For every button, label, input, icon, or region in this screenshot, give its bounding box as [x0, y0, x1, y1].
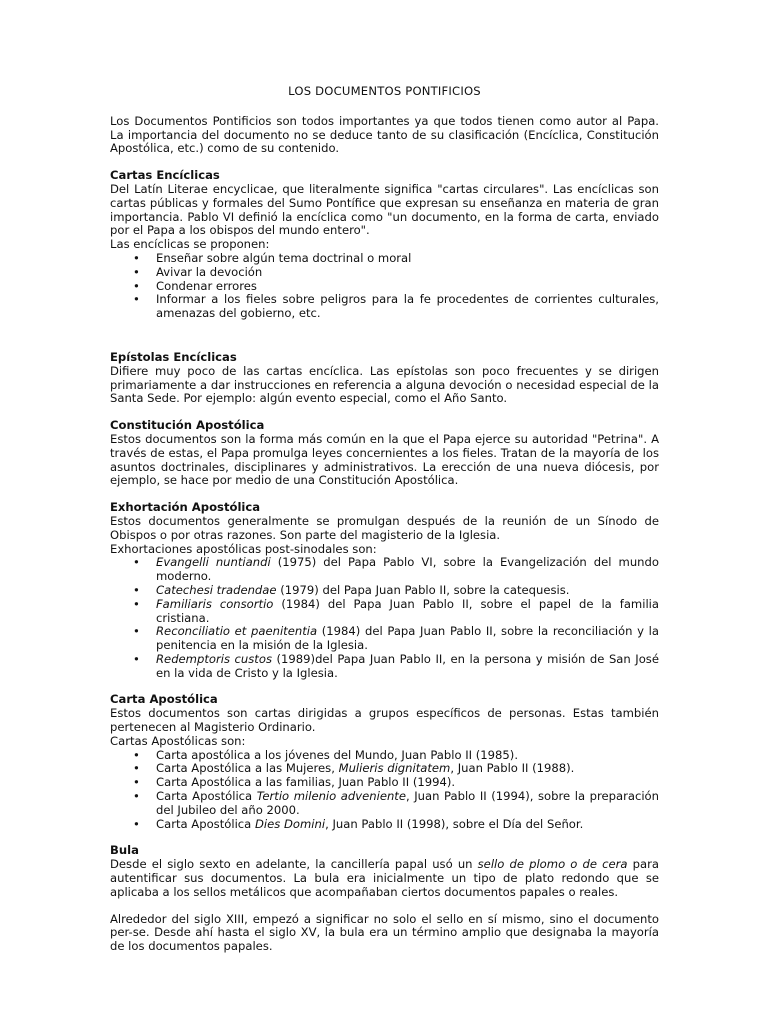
item-text: Carta apostólica a los jóvenes del Mundo, Juan Pablo II (1985). — [156, 747, 519, 762]
section-exhortacion-apostolica — [110, 501, 659, 680]
list-item — [156, 556, 659, 584]
item-text: , Juan Pablo II (1988). — [450, 761, 575, 776]
section-paragraph — [110, 858, 659, 899]
item-text: (1984) del Papa Juan Pablo II, sobre el papel de la familia cristiana. — [156, 596, 659, 625]
document-title-italic: Tertio milenio adveniente — [256, 789, 406, 804]
bullet-list — [110, 749, 659, 832]
section-heading: Bula — [110, 843, 139, 858]
list-intro: Exhortaciones apostólicas post-sinodales son: — [110, 541, 377, 556]
bullet-list — [110, 252, 659, 321]
paragraph-text: Desde el siglo sexto en adelante, la cancillería papal usó un — [110, 857, 478, 872]
section-heading: Epístolas Encíclicas — [110, 349, 237, 364]
document-title-italic: Catechesi tradendae — [156, 582, 277, 597]
list-item: • Enseñar sobre algún tema doctrinal o moral — [156, 252, 659, 266]
item-text: , Juan Pablo II (1998), sobre el Día del Señor. — [325, 816, 584, 831]
document-title: LOS DOCUMENTOS PONTIFICIOS — [288, 84, 481, 98]
list-item — [156, 762, 659, 776]
item-text: (1979) del Papa Juan Pablo II, sobre la catequesis. — [276, 582, 570, 597]
section-bula — [110, 844, 659, 954]
item-text: Carta Apostólica a las familias, Juan Pablo II (1994). — [156, 775, 456, 790]
paragraph-text: para autentificar sus documentos. La bula era inicialmente un tipo de plato redondo que se aplicaba a los sellos metálicos que acompañaban ciertos documentos papales o reales. — [110, 857, 659, 899]
list-item — [156, 625, 659, 653]
document-title-italic: Mulieris dignitatem — [338, 761, 451, 776]
section-paragraph: Estos documentos generalmente se promulgan después de la reunión de un Sínodo de Obispos o por otras razones. Son parte del magisterio de la Iglesia. — [110, 513, 659, 542]
list-item — [156, 584, 659, 598]
list-item: • Avivar la devoción — [156, 266, 659, 280]
list-item — [156, 749, 659, 763]
section-paragraph: Alrededor del siglo XIII, empezó a significar no solo el sello en sí mismo, sino el documento per-se. Desde ahí hasta el siglo XV, la bula era un término amplio que designaba la mayoría de los documentos papales. — [110, 911, 659, 954]
item-text: (1989)del Papa Juan Pablo II, en la persona y misión de San José en la vida de Cristo y la Iglesia. — [156, 651, 659, 680]
document-title-italic: Reconciliatio et paenitentia — [156, 624, 318, 639]
document-title-italic: Dies Domini — [254, 816, 326, 831]
list-item: • Condenar errores — [156, 280, 659, 294]
document-title-italic: Evangelli nuntiandi — [156, 555, 271, 570]
list-intro: Cartas Apostólicas son: — [110, 733, 246, 748]
list-item — [156, 818, 659, 832]
item-text: (1984) del Papa Juan Pablo II, sobre la reconciliación y la penitencia en la misión de la Iglesia. — [156, 624, 660, 653]
section-heading: Constitución Apostólica — [110, 418, 265, 433]
item-text: Carta Apostólica — [156, 816, 255, 831]
item-text: (1975) del Papa Pablo VI, sobre la Evangelización del mundo moderno. — [156, 555, 659, 584]
list-item — [156, 776, 659, 790]
list-intro: Las encíclicas se proponen: — [110, 237, 270, 252]
section-heading: Cartas Encíclicas — [110, 168, 220, 183]
section-constitucion-apostolica — [110, 419, 659, 488]
section-heading: Exhortación Apostólica — [110, 500, 261, 515]
intro-paragraph: Los Documentos Pontificios son todos importantes ya que todos tienen como autor al Papa. La importancia del documento no se deduce tanto de su clasificación (Encíclica, Constitución Apostólica, etc.) como de su contenido. — [110, 113, 659, 156]
item-text: Carta Apostólica — [156, 789, 257, 804]
section-paragraph: Del Latín Literae encyclicae, que literalmente significa "cartas circulares". Las encíclicas son cartas públicas y formales del Sumo Pontífice que expresan su enseñanza en materia de gran importancia. Pablo VI definió la encíclica como "un documento, en la forma de carta, enviado por el Papa a los obispos del mundo entero". — [110, 181, 659, 238]
section-paragraph: Difiere muy poco de las cartas encíclica. Las epístolas son poco frecuentes y se dirigen primariamente a dar instrucciones en referencia a alguna devoción o necesidad especial de la Santa Sede. Por ejemplo: algún evento especial, como el Año Santo. — [110, 363, 659, 406]
list-item — [156, 598, 659, 626]
document-body — [110, 85, 659, 954]
list-item: • Informar a los fieles sobre peligros para la fe procedentes de corrientes culturales, amenazas del gobierno, etc. — [156, 293, 659, 321]
section-cartas-enciclicas — [110, 169, 659, 321]
document-title-italic: Familiaris consortio — [156, 596, 274, 611]
item-text: Carta Apostólica a las Mujeres, — [156, 761, 339, 776]
section-epistolas-enciclicas — [110, 351, 659, 406]
paragraph-italic: sello de plomo o de cera — [477, 857, 628, 872]
section-carta-apostolica — [110, 693, 659, 831]
section-paragraph: Estos documentos son la forma más común en la que el Papa ejerce su autoridad "Petrina". A través de estas, el Papa promulga leyes concernientes a los fieles. Tratan de la mayoría de los asuntos doctrinales, disciplinares y administrativos. La erección de una nueva diócesis, por ejemplo, se hace por medio de una Constitución Apostólica. — [110, 431, 659, 488]
section-heading: Carta Apostólica — [110, 692, 218, 707]
list-item — [156, 790, 659, 818]
document-title-italic: Redemptoris custos — [156, 651, 272, 666]
section-paragraph: Estos documentos son cartas dirigidas a grupos específicos de personas. Estas también pertenecen al Magisterio Ordinario. — [110, 706, 659, 735]
item-text: , Juan Pablo II (1994), sobre la preparación del Jubileo del año 2000. — [156, 789, 659, 817]
list-item — [156, 653, 659, 681]
bullet-list — [110, 556, 659, 680]
